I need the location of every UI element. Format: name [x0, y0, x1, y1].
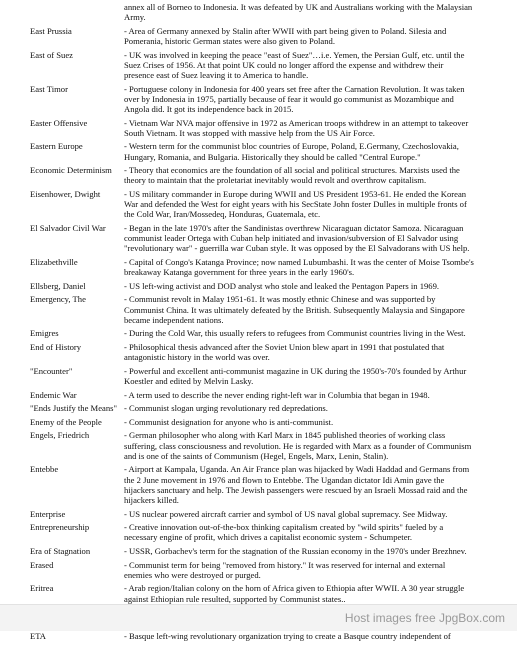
entry-term: Enemy of the People	[30, 416, 102, 427]
glossary-entry	[0, 631, 517, 641]
entry-definition: - Powerful and excellent anti-communist magazine in UK during the 1950's-70's founded by Arthur Koestler and edited by Melvin Lasky.	[124, 365, 467, 386]
host-footer	[0, 604, 517, 631]
entry-term: Elizabethville	[30, 256, 78, 267]
entry-definition: - Western term for the communist bloc countries of Europe, Poland, E.Germany, Czechoslovakia, Hungary, Romania, and Bulgaria. Historically they should be called "Central Europe."	[124, 141, 459, 162]
entry-definition: - A term used to describe the never ending right-left war in Columbia that began in 1948.	[124, 389, 430, 400]
glossary-entry	[0, 2, 517, 22]
entry-term: "Ends Justify the Means"	[30, 403, 117, 414]
entry-term: Easter Offensive	[30, 117, 88, 128]
glossary-entry	[0, 84, 517, 115]
entry-definition: - Communist slogan urging revolutionary red depredations.	[124, 403, 328, 414]
entry-definition: - Communist revolt in Malay 1951-61. It was mostly ethnic Chinese and was supported by Communist China. It was ultimately defeated by the British. Subsequently Malaysia and Singapore became independent nations.	[124, 294, 465, 325]
glossary-entry	[0, 328, 517, 338]
glossary-entry	[0, 522, 517, 542]
glossary-entry	[0, 342, 517, 362]
entry-term: Economic Determinism	[30, 165, 112, 176]
entry-definition: - During the Cold War, this usually refers to refugees from Communist countries living in the West.	[124, 328, 466, 339]
entry-definition: - Area of Germany annexed by Stalin after WWII with part being given to Poland. Silesia and Pomerania, historic German states were also given to Poland.	[124, 25, 447, 46]
glossary-entry	[0, 403, 517, 413]
entry-definition: - Communist term for being "removed from history." It was reserved for internal and external enemies who were destroyed or purged.	[124, 559, 446, 580]
glossary-entry	[0, 583, 517, 603]
entry-term: Entrepreneurship	[30, 522, 90, 533]
entry-term: Emergency, The	[30, 294, 86, 305]
glossary-entry	[0, 257, 517, 277]
entry-term: Era of Stagnation	[30, 545, 91, 556]
entry-term: Eritrea	[30, 583, 54, 594]
glossary-entry	[0, 560, 517, 580]
entry-definition: - US left-wing activist and DOD analyst who stole and leaked the Pentagon Papers in 1969.	[124, 280, 440, 291]
glossary-entry	[0, 294, 517, 325]
entry-definition: - Airport at Kampala, Uganda. An Air France plan was hijacked by Wadi Haddad and Germans from the 2 June movement in 1976 and flown to Entebbe. The Ugandan dictator Idi Amin gave the hijackers sanctuary and help. The Jewish passengers were rescued by an Israeli Mossad raid and the hijackers killed.	[124, 464, 470, 505]
watermark-text: Host images free JpgBox.com	[344, 611, 505, 625]
entry-definition: - UK was involved in keeping the peace "east of Suez"…i.e. Yemen, the Persian Gulf, etc. until the Suez Crises of 1956. At that point UK could no longer afford the expense and withdrew their presence east of Suez leaving it to America to handle.	[124, 49, 465, 80]
glossary-entry	[0, 118, 517, 138]
glossary-entry	[0, 430, 517, 461]
glossary-entry	[0, 417, 517, 427]
entry-term: ETA	[30, 630, 47, 641]
entry-definition: - Began in the late 1970's after the Sandinistas overthrew Nicaraguan dictator Samoza. Nicaraguan communist leader Ortega with Cuban help initiated and invasion/subversion of El Salvador using "revolutionary war" - guerrilla war Cuban style. It was opposed by the El Salvadorans with US help.	[124, 222, 470, 254]
glossary-entries	[0, 2, 517, 645]
entry-term: Ellsberg, Daniel	[30, 280, 86, 291]
entry-term: End of History	[30, 341, 82, 352]
entry-term: Eisenhower, Dwight	[30, 188, 101, 199]
entry-term: Erased	[30, 559, 54, 570]
glossary-entry	[0, 546, 517, 556]
entry-definition: - Capital of Congo's Katanga Province; now named Lubumbashi. It was the center of Moise Tsombe's breakaway Katanga government for three years in the early 1960's.	[124, 256, 474, 278]
glossary-entry	[0, 509, 517, 519]
entry-term: Eastern Europe	[30, 141, 83, 152]
entry-definition: - Communist designation for anyone who is anti-communist.	[124, 416, 334, 427]
entry-term	[0, 2, 124, 22]
entry-definition: - Vietnam War NVA major offensive in 1972 as American troops withdrew in an attempt to takeover South Vietnam. It was stopped with massive help from the US Air Force.	[124, 117, 469, 138]
entry-definition: - US military commander in Europe during WWII and US President 1953-61. He ended the Korean War and defended the West for eight years with his SecState John foster Dulles in multiple fronts of the Cold War, Iran/Mossedeq, Honduras, Guatemala, etc.	[124, 188, 467, 220]
entry-term: Entebbe	[30, 464, 59, 475]
entry-definition: - Portuguese colony in Indonesia for 400 years set free after the Carnation Revolution. It was taken over by Indonesia in 1975, partially because of fear it would go communist as Mozambique and Angola did. It got its independence back in 2015.	[124, 83, 465, 114]
entry-term: Enterprise	[30, 508, 66, 519]
glossary-entry	[0, 390, 517, 400]
entry-term: Endemic War	[30, 389, 77, 400]
entry-term: Emigres	[30, 328, 59, 339]
glossary-entry	[0, 50, 517, 81]
entry-definition: - USSR, Gorbachev's term for the stagnation of the Russian economy in the 1970's under Brezhnev.	[124, 545, 467, 556]
entry-definition: - Theory that economics are the foundation of all social and political structures. Marxists used the theory to maintain that the proletariat inevitably would revolt and overthrow capitalism.	[124, 165, 460, 186]
glossary-entry	[0, 464, 517, 505]
entry-term: El Salvador Civil War	[30, 222, 106, 233]
entry-definition: annex all of Borneo to Indonesia. It was defeated by UK and Australians working with the Malaysian Army.	[124, 2, 473, 23]
glossary-entry	[0, 189, 517, 220]
entry-definition: - Creative innovation out-of-the-box thinking capitalism created by "wild spirits" fueled by a necessary engine of profit, which drives a capitalist economic system - Schumpeter.	[124, 522, 444, 543]
entry-definition: - German philosopher who along with Karl Marx in 1845 published theories of working class suffering, class consciousness and revolution. He is regarded with Marx as a founder of Communism and is one of the saints of Communism (Hegel, Engels, Marx, Lenin, Stalin).	[124, 430, 472, 461]
entry-definition: - US nuclear powered aircraft carrier and symbol of US naval global supremacy. See Midway.	[124, 508, 448, 519]
entry-term: Engels, Friedrich	[30, 430, 90, 441]
entry-definition: - Arab region/Italian colony on the horn of Africa given to Ethiopia after WWII. A 30 year struggle against Ethiopian rule resulted, supported by Communist states..	[124, 583, 465, 604]
entry-definition: - Philosophical thesis advanced after the Soviet Union blew apart in 1991 that postulated that antagonistic history in the world was over.	[124, 341, 445, 363]
glossary-entry	[0, 223, 517, 254]
glossary-entry	[0, 26, 517, 46]
entry-term: East Timor	[30, 83, 68, 94]
glossary-entry	[0, 281, 517, 291]
glossary-entry	[0, 366, 517, 386]
entry-definition: - Basque left-wing revolutionary organization trying to create a Basque country independent of	[124, 630, 451, 641]
glossary-entry	[0, 165, 517, 185]
entry-term: "Encounter"	[30, 365, 73, 376]
entry-term: East Prussia	[30, 25, 72, 36]
glossary-entry	[0, 141, 517, 161]
entry-term: East of Suez	[30, 49, 73, 60]
